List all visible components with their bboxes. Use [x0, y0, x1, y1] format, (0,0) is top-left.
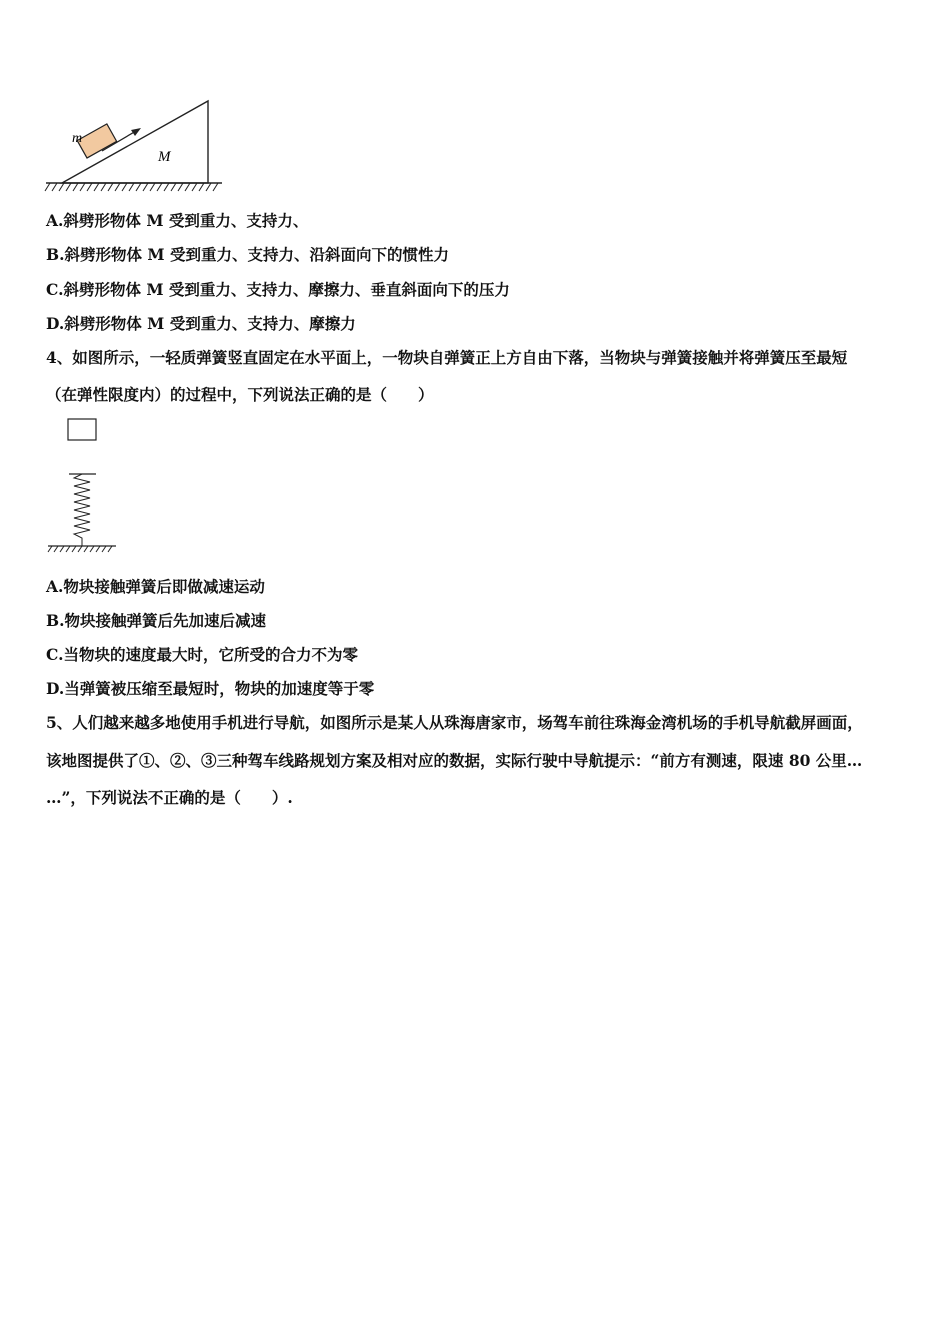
- incline-figure: [40, 95, 230, 195]
- q5-stem-line1: 5、人们越来越多地使用手机进行导航，如图所示是某人从珠海唐家市，场驾车前往珠海金湾机场的手机导航截屏画面，: [46, 713, 863, 732]
- q5-stem-line3: …”，下列说法不正确的是（ ）.: [46, 788, 293, 807]
- q4-stem-line2: （在弹性限度内）的过程中，下列说法正确的是（ ）: [46, 385, 434, 404]
- label-M: M: [158, 149, 171, 165]
- block-m: [77, 124, 116, 158]
- q4-option-b: B.物块接触弹簧后先加速后减速: [46, 611, 266, 630]
- q3-option-d: D.斜劈形物体 M 受到重力、支持力、摩擦力: [46, 314, 356, 333]
- label-m: m: [72, 131, 83, 146]
- spring-ground-hatching: [48, 546, 112, 552]
- q4-option-a: A.物块接触弹簧后即做减速运动: [46, 577, 265, 596]
- q4-stem-line1: 4、如图所示，一轻质弹簧竖直固定在水平面上，一物块自弹簧正上方自由下落，当物块与弹簧接触并将弹簧压至最短: [46, 348, 848, 367]
- ground-hatching: [45, 183, 218, 191]
- falling-block: [68, 419, 96, 440]
- q5-stem-line2: 该地图提供了①、②、③三种驾车线路规划方案及相对应的数据，实际行驶中导航提示：“前方有测速，限速 80 公里…: [46, 751, 863, 770]
- q3-option-c: C.斜劈形物体 M 受到重力、支持力、摩擦力、垂直斜面向下的压力: [46, 280, 510, 299]
- q3-option-b: B.斜劈形物体 M 受到重力、支持力、沿斜面向下的惯性力: [46, 245, 449, 264]
- spring-coil: [74, 474, 90, 546]
- spring-figure: [44, 415, 124, 555]
- arrow-head: [131, 128, 141, 136]
- q4-option-d: D.当弹簧被压缩至最短时，物块的加速度等于零: [46, 679, 375, 698]
- q3-option-a: A.斜劈形物体 M 受到重力、支持力、: [46, 211, 309, 230]
- q4-option-c: C.当物块的速度最大时，它所受的合力不为零: [46, 645, 358, 664]
